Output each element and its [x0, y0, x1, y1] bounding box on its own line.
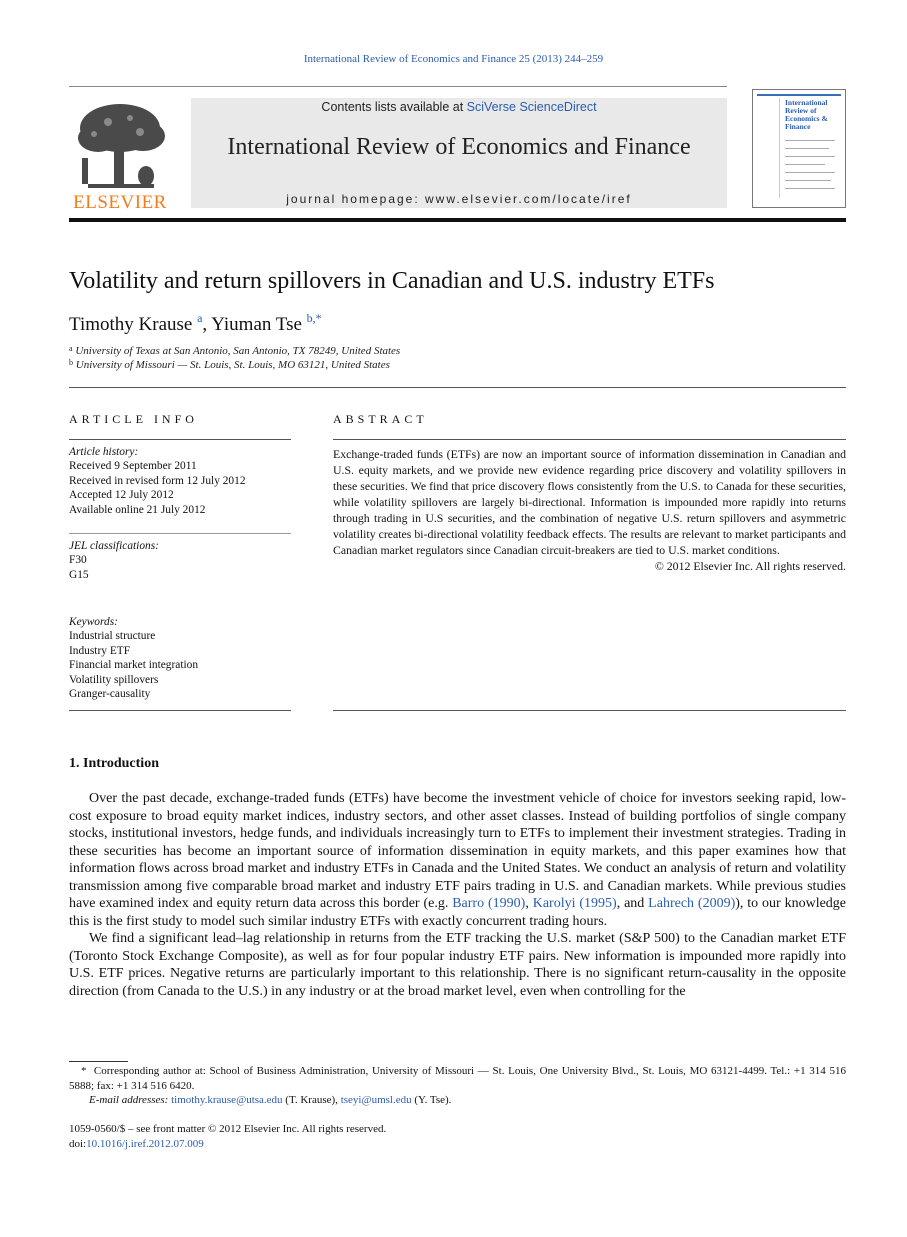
cover-top-bar	[757, 94, 841, 96]
front-matter	[69, 1122, 386, 1151]
journal-title: International Review of Economics and Finance	[227, 134, 691, 160]
history-item: Received 9 September 2011	[69, 460, 197, 473]
reference-link[interactable]: Barro (1990)	[452, 896, 526, 911]
cover-journal-name: International Review of Economics & Finance	[785, 98, 828, 131]
abstract-heading: ABSTRACT	[333, 412, 428, 426]
footnote-main	[69, 1064, 846, 1093]
info-divider	[69, 533, 291, 534]
cover-text-line	[785, 156, 835, 157]
email-link[interactable]: tseyi@umsl.edu	[340, 1094, 412, 1106]
cover-text-line	[785, 172, 835, 173]
header-divider	[69, 86, 727, 87]
affiliation	[69, 344, 400, 357]
abstract-copyright: © 2012 Elsevier Inc. All rights reserved.	[654, 559, 846, 573]
corresponding-author-footnote	[69, 1064, 846, 1108]
keyword: Granger-causality	[69, 688, 151, 701]
history-item: Accepted 12 July 2012	[69, 489, 174, 502]
citation-separator: , and	[616, 896, 649, 911]
history-item: Available online 21 July 2012	[69, 503, 206, 516]
abstract-bottom-rule	[333, 710, 846, 711]
paragraph: We find a significant lead–lag relationship in returns from the ETF tracking the U.S. market (S&P 500) to the Canadian market ETF (Toronto Stock Exchange Composite), as well as for four popular industry ETF pairs. New information is impounded more rapidly into U.S. ETF prices. Negative returns are particularly important to this relationship. There is no significant return-causality in the opposite direction (from Canada to the U.S.) in any industry or at the broad market level, even when controlling for the	[69, 931, 846, 999]
footnote-star: *	[81, 1065, 87, 1077]
author-separator: ,	[202, 314, 212, 335]
abstract-text: Exchange-traded funds (ETFs) are now an important source of information dissemination in Canadian and U.S. equity markets, and we provide new evidence regarding price discovery and volatility spillovers in these securities. We find that price discovery flows consistently from the U.S. to Canada for these securities, while volatility spillovers are largely bi-directional. Information is impounded more rapidly into returns through trading in U.S securities, and the combination of negative U.S. return spillovers and asymmetric volatility creates bi-directional volatility feedback effects. The results are relevant to market participants and Canadian market regulators since Canadian circuit-breakers are tied to U.S. market conditions.	[333, 447, 846, 557]
title-divider	[69, 387, 846, 388]
email-label: E-mail addresses:	[89, 1094, 169, 1106]
affiliation-text: University of Missouri — St. Louis, St. Louis, MO 63121, United States	[75, 359, 390, 371]
article-info-heading: ARTICLE INFO	[69, 412, 198, 426]
paragraph	[69, 790, 846, 930]
keyword: Volatility spillovers	[69, 673, 159, 686]
cover-text-line	[785, 148, 829, 149]
cover-text-line	[785, 140, 835, 141]
abstract-body	[333, 446, 846, 574]
journal-cover-thumbnail	[752, 89, 846, 208]
footnote-emails	[69, 1093, 846, 1108]
article-history	[69, 445, 291, 517]
contents-line	[191, 100, 727, 114]
journal-citation[interactable]: International Review of Economics and Finance 25 (2013) 244–259	[303, 53, 604, 65]
journal-masthead	[191, 98, 727, 208]
jel-code: F30	[69, 554, 87, 567]
author-affiliation-marker[interactable]: a	[197, 311, 203, 325]
email-link[interactable]: timothy.krause@utsa.edu	[171, 1094, 283, 1106]
article-info-bottom-rule	[69, 710, 291, 711]
affiliation	[69, 358, 390, 371]
author-list	[69, 311, 322, 336]
author-name: Timothy Krause	[69, 314, 193, 335]
contents-prefix: Contents lists available at	[321, 100, 467, 114]
cover-text-line	[785, 180, 831, 181]
author-affiliation-marker[interactable]: b,*	[306, 311, 322, 325]
section-heading: 1. Introduction	[69, 756, 159, 771]
keywords	[69, 615, 291, 701]
reference-link[interactable]: Lahrech (2009)	[648, 896, 736, 911]
issn-line: 1059-0560/$ – see front matter © 2012 Elsevier Inc. All rights reserved.	[69, 1123, 387, 1135]
citation-separator: ,	[525, 896, 533, 911]
keyword: Industry ETF	[69, 644, 131, 657]
jel-code: G15	[69, 568, 89, 581]
introduction-body	[69, 790, 846, 1000]
keyword: Industrial structure	[69, 630, 156, 643]
footnote-rule	[69, 1061, 128, 1062]
footnote-text: Corresponding author at: School of Business Administration, University of Missouri — St. Louis, One University Blvd., St. Louis, MO 63121-4499. Tel.: +1 314 516 5888; fax: +1 314 516 6420.	[69, 1065, 846, 1092]
affiliation-text: University of Texas at San Antonio, San Antonio, TX 78249, United States	[75, 345, 401, 357]
keywords-heading: Keywords:	[69, 616, 118, 628]
article-title: Volatility and return spillovers in Canadian and U.S. industry ETFs	[69, 268, 715, 294]
doi-line	[69, 1137, 386, 1152]
email-owner: (Y. Tse).	[411, 1094, 452, 1106]
paragraph-text: ), to our knowledge this is the first study to model such similar industry ETFs with exactly concurrent trading hours.	[69, 896, 847, 929]
affiliation-marker: b	[69, 358, 73, 367]
history-heading: Article history:	[69, 446, 139, 458]
elsevier-wordmark: ELSEVIER	[73, 192, 167, 213]
abstract-divider	[333, 439, 846, 440]
email-owner: (T. Krause),	[282, 1094, 341, 1106]
jel-classifications	[69, 539, 291, 582]
doi-link[interactable]: 10.1016/j.iref.2012.07.009	[86, 1137, 204, 1150]
article-info-divider	[69, 439, 291, 440]
sciencedirect-link[interactable]: SciVerse ScienceDirect	[466, 100, 597, 114]
author-name: Yiuman Tse	[211, 314, 302, 335]
affiliation-marker: a	[69, 344, 73, 353]
reference-link[interactable]: Karolyi (1995)	[532, 896, 617, 911]
journal-homepage[interactable]: journal homepage: www.elsevier.com/locate/iref	[286, 192, 632, 206]
keyword: Financial market integration	[69, 659, 199, 672]
masthead-rule	[69, 218, 846, 222]
history-item: Received in revised form 12 July 2012	[69, 474, 246, 487]
jel-heading: JEL classifications:	[69, 540, 159, 552]
cover-side-column	[759, 98, 780, 198]
doi-label: doi:	[69, 1137, 87, 1150]
cover-text-line	[785, 164, 825, 165]
paragraph-text: Over the past decade, exchange-traded funds (ETFs) have become the investment vehicle of choice for investors seeking rapid, low-cost exposure to broad equity market indices, industry sectors, and other asset classes. Instead of building portfolios of single company stocks, institutional investors, hedge funds, and individuals increasingly turn to ETFs to implement their investment strategies. Trading in these securities has become an important source of information dissemination in equity markets, and this paper examines how that information flows across broad market and industry ETFs in Canada and the United States. We conduct an analysis of return and volatility transmission among five comparable broad market and industry ETF pairs trading in U.S. and Canadian markets. While previous studies have examined index and equity return data across this border (e.g.	[69, 791, 846, 911]
cover-text-line	[785, 188, 835, 189]
